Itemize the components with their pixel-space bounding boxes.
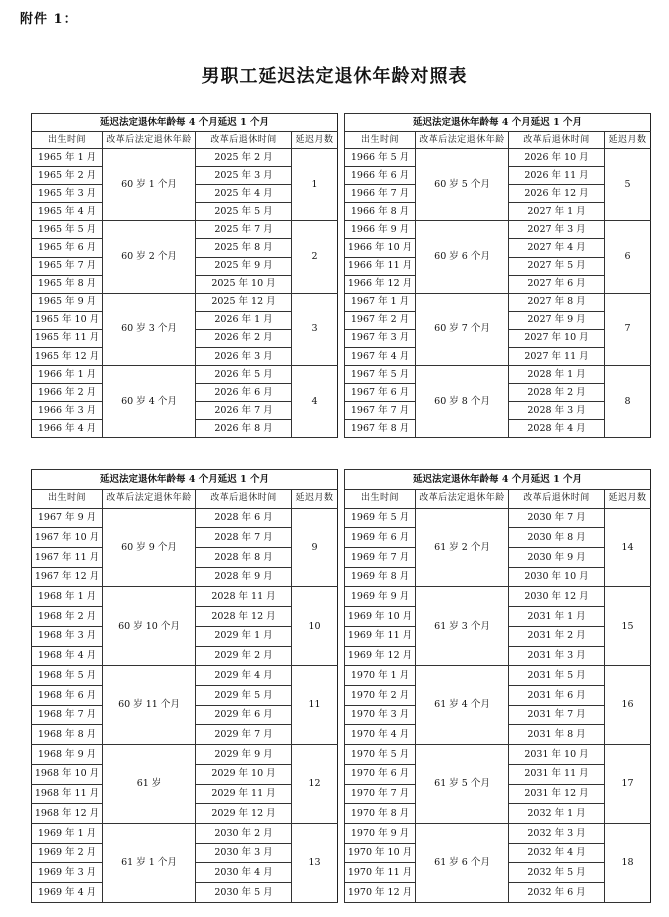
retire-col-header: 改革后退休时间: [196, 132, 292, 149]
table-gap: [338, 470, 345, 490]
retirement-date-cell: 2031 年 2 月: [509, 626, 605, 646]
delay-months-cell: 3: [292, 293, 338, 365]
birth-date-cell: 1969 年 2 月: [32, 843, 103, 863]
retirement-date-cell: 2026 年 8 月: [196, 419, 292, 437]
birth-date-cell: 1969 年 12 月: [345, 646, 416, 666]
retirement-date-cell: 2028 年 2 月: [509, 383, 605, 401]
birth-date-cell: 1966 年 7 月: [345, 185, 416, 203]
table-gap: [338, 528, 345, 548]
table-gap: [338, 685, 345, 705]
birth-date-cell: 1967 年 1 月: [345, 293, 416, 311]
retirement-age-cell: 61 岁 2 个月: [416, 508, 509, 587]
birth-date-cell: 1967 年 11 月: [32, 547, 103, 567]
birth-date-cell: 1965 年 7 月: [32, 257, 103, 275]
table-gap: [338, 626, 345, 646]
retirement-date-cell: 2027 年 1 月: [509, 203, 605, 221]
birth-date-cell: 1969 年 3 月: [32, 863, 103, 883]
birth-date-cell: 1968 年 12 月: [32, 804, 103, 824]
retirement-date-cell: 2027 年 3 月: [509, 221, 605, 239]
birth-date-cell: 1965 年 1 月: [32, 149, 103, 167]
retirement-date-cell: 2030 年 5 月: [196, 883, 292, 903]
birth-date-cell: 1968 年 11 月: [32, 784, 103, 804]
table-gap: [338, 347, 345, 365]
delay-months-cell: 15: [605, 587, 651, 666]
retirement-date-cell: 2028 年 4 月: [509, 419, 605, 437]
birth-date-cell: 1966 年 11 月: [345, 257, 416, 275]
retirement-date-cell: 2025 年 4 月: [196, 185, 292, 203]
birth-date-cell: 1968 年 6 月: [32, 685, 103, 705]
birth-date-cell: 1966 年 8 月: [345, 203, 416, 221]
birth-date-cell: 1965 年 8 月: [32, 275, 103, 293]
retirement-date-cell: 2025 年 10 月: [196, 275, 292, 293]
delay-months-cell: 14: [605, 508, 651, 587]
delay-months-cell: 12: [292, 745, 338, 824]
birth-date-cell: 1967 年 3 月: [345, 329, 416, 347]
delay-months-cell: 10: [292, 587, 338, 666]
retirement-date-cell: 2032 年 1 月: [509, 804, 605, 824]
delay-months-cell: 7: [605, 293, 651, 365]
retirement-date-cell: 2027 年 4 月: [509, 239, 605, 257]
birth-date-cell: 1970 年 3 月: [345, 705, 416, 725]
retirement-date-cell: 2026 年 6 月: [196, 383, 292, 401]
birth-date-cell: 1968 年 9 月: [32, 745, 103, 765]
retirement-age-cell: 60 岁 2 个月: [103, 221, 196, 293]
retirement-date-cell: 2029 年 9 月: [196, 745, 292, 765]
table-gap: [338, 132, 345, 149]
retirement-date-cell: 2027 年 10 月: [509, 329, 605, 347]
age-col-header: 改革后法定退休年龄: [416, 489, 509, 508]
birth-date-cell: 1966 年 9 月: [345, 221, 416, 239]
birth-date-cell: 1969 年 6 月: [345, 528, 416, 548]
birth-date-cell: 1970 年 10 月: [345, 843, 416, 863]
birth-date-cell: 1970 年 11 月: [345, 863, 416, 883]
delay-months-cell: 17: [605, 745, 651, 824]
retirement-date-cell: 2030 年 2 月: [196, 824, 292, 844]
table-row: [32, 587, 651, 607]
retirement-date-cell: 2026 年 3 月: [196, 347, 292, 365]
birth-date-cell: 1970 年 1 月: [345, 666, 416, 686]
birth-date-cell: 1968 年 1 月: [32, 587, 103, 607]
section-header-left: 延迟法定退休年龄每 4 个月延迟 1 个月: [32, 470, 338, 490]
table-gap: [338, 863, 345, 883]
retirement-date-cell: 2025 年 9 月: [196, 257, 292, 275]
birth-col-header: 出生时间: [345, 489, 416, 508]
retirement-date-cell: 2026 年 10 月: [509, 149, 605, 167]
table-gap: [338, 824, 345, 844]
retirement-date-cell: 2031 年 3 月: [509, 646, 605, 666]
retirement-date-cell: 2025 年 3 月: [196, 167, 292, 185]
retirement-date-cell: 2032 年 5 月: [509, 863, 605, 883]
retire-col-header: 改革后退休时间: [509, 489, 605, 508]
birth-date-cell: 1968 年 3 月: [32, 626, 103, 646]
retirement-age-cell: 60 岁 5 个月: [416, 149, 509, 221]
table-gap: [338, 883, 345, 903]
table-gap: [338, 419, 345, 437]
section-header-row: [32, 114, 651, 132]
birth-date-cell: 1970 年 9 月: [345, 824, 416, 844]
delay-months-cell: 11: [292, 666, 338, 745]
retirement-table-1: [31, 113, 651, 438]
birth-date-cell: 1967 年 8 月: [345, 419, 416, 437]
birth-date-cell: 1970 年 2 月: [345, 685, 416, 705]
delay-months-cell: 8: [605, 365, 651, 437]
birth-date-cell: 1966 年 3 月: [32, 401, 103, 419]
retirement-date-cell: 2030 年 8 月: [509, 528, 605, 548]
table-gap: [338, 547, 345, 567]
retirement-date-cell: 2030 年 3 月: [196, 843, 292, 863]
retirement-date-cell: 2031 年 7 月: [509, 705, 605, 725]
birth-date-cell: 1969 年 1 月: [32, 824, 103, 844]
delay-months-cell: 6: [605, 221, 651, 293]
retirement-age-cell: 60 岁 10 个月: [103, 587, 196, 666]
table-gap: [338, 114, 345, 132]
retirement-date-cell: 2031 年 6 月: [509, 685, 605, 705]
birth-date-cell: 1969 年 9 月: [345, 587, 416, 607]
delay-col-header: 延迟月数: [605, 132, 651, 149]
section-header-left: 延迟法定退休年龄每 4 个月延迟 1 个月: [32, 114, 338, 132]
retirement-age-cell: 61 岁 1 个月: [103, 824, 196, 903]
delay-months-cell: 5: [605, 149, 651, 221]
retirement-date-cell: 2027 年 11 月: [509, 347, 605, 365]
birth-date-cell: 1968 年 10 月: [32, 764, 103, 784]
retirement-date-cell: 2028 年 11 月: [196, 587, 292, 607]
birth-date-cell: 1969 年 8 月: [345, 567, 416, 587]
retirement-date-cell: 2027 年 6 月: [509, 275, 605, 293]
table-gap: [338, 607, 345, 627]
table-row: [32, 293, 651, 311]
page-title: 男职工延迟法定退休年龄对照表: [201, 66, 468, 87]
retirement-date-cell: 2032 年 4 月: [509, 843, 605, 863]
retirement-age-cell: 60 岁 9 个月: [103, 508, 196, 587]
table-gap: [338, 185, 345, 203]
retirement-date-cell: 2031 年 8 月: [509, 725, 605, 745]
retirement-date-cell: 2029 年 4 月: [196, 666, 292, 686]
retirement-age-cell: 61 岁 5 个月: [416, 745, 509, 824]
birth-date-cell: 1965 年 12 月: [32, 347, 103, 365]
retirement-date-cell: 2030 年 12 月: [509, 587, 605, 607]
section-header-right: 延迟法定退休年龄每 4 个月延迟 1 个月: [345, 470, 651, 490]
retirement-date-cell: 2029 年 7 月: [196, 725, 292, 745]
retirement-date-cell: 2032 年 3 月: [509, 824, 605, 844]
birth-date-cell: 1968 年 7 月: [32, 705, 103, 725]
retirement-age-cell: 61 岁: [103, 745, 196, 824]
retirement-date-cell: 2025 年 7 月: [196, 221, 292, 239]
retirement-date-cell: 2026 年 5 月: [196, 365, 292, 383]
table-gap: [338, 666, 345, 686]
birth-date-cell: 1969 年 5 月: [345, 508, 416, 528]
birth-date-cell: 1967 年 6 月: [345, 383, 416, 401]
birth-date-cell: 1967 年 4 月: [345, 347, 416, 365]
retirement-date-cell: 2027 年 8 月: [509, 293, 605, 311]
table-row: [32, 824, 651, 844]
retirement-date-cell: 2026 年 1 月: [196, 311, 292, 329]
birth-col-header: 出生时间: [32, 132, 103, 149]
retirement-date-cell: 2031 年 10 月: [509, 745, 605, 765]
birth-date-cell: 1969 年 11 月: [345, 626, 416, 646]
retirement-age-cell: 61 岁 3 个月: [416, 587, 509, 666]
retirement-date-cell: 2025 年 8 月: [196, 239, 292, 257]
delay-months-cell: 16: [605, 666, 651, 745]
retirement-date-cell: 2029 年 2 月: [196, 646, 292, 666]
birth-date-cell: 1967 年 7 月: [345, 401, 416, 419]
birth-date-cell: 1965 年 11 月: [32, 329, 103, 347]
retirement-date-cell: 2031 年 1 月: [509, 607, 605, 627]
birth-col-header: 出生时间: [32, 489, 103, 508]
birth-date-cell: 1965 年 9 月: [32, 293, 103, 311]
table-gap: [338, 311, 345, 329]
birth-date-cell: 1970 年 5 月: [345, 745, 416, 765]
retirement-date-cell: 2028 年 3 月: [509, 401, 605, 419]
retirement-date-cell: 2026 年 2 月: [196, 329, 292, 347]
retirement-age-cell: 60 岁 6 个月: [416, 221, 509, 293]
birth-date-cell: 1970 年 7 月: [345, 784, 416, 804]
birth-date-cell: 1966 年 6 月: [345, 167, 416, 185]
retirement-age-cell: 60 岁 1 个月: [103, 149, 196, 221]
table-gap: [338, 239, 345, 257]
retirement-date-cell: 2028 年 9 月: [196, 567, 292, 587]
retirement-date-cell: 2030 年 7 月: [509, 508, 605, 528]
birth-date-cell: 1965 年 2 月: [32, 167, 103, 185]
delay-col-header: 延迟月数: [292, 489, 338, 508]
table-row: [32, 508, 651, 528]
table-row: [32, 365, 651, 383]
birth-date-cell: 1967 年 12 月: [32, 567, 103, 587]
birth-date-cell: 1970 年 6 月: [345, 764, 416, 784]
birth-date-cell: 1965 年 3 月: [32, 185, 103, 203]
retirement-date-cell: 2026 年 11 月: [509, 167, 605, 185]
age-col-header: 改革后法定退休年龄: [103, 489, 196, 508]
retire-col-header: 改革后退休时间: [196, 489, 292, 508]
table-gap: [338, 293, 345, 311]
birth-date-cell: 1967 年 2 月: [345, 311, 416, 329]
retirement-date-cell: 2028 年 12 月: [196, 607, 292, 627]
table-gap: [338, 149, 345, 167]
birth-date-cell: 1965 年 4 月: [32, 203, 103, 221]
birth-date-cell: 1966 年 10 月: [345, 239, 416, 257]
table-gap: [338, 725, 345, 745]
table-gap: [338, 329, 345, 347]
delay-months-cell: 2: [292, 221, 338, 293]
table-row: [32, 221, 651, 239]
birth-date-cell: 1970 年 8 月: [345, 804, 416, 824]
birth-date-cell: 1969 年 7 月: [345, 547, 416, 567]
age-col-header: 改革后法定退休年龄: [416, 132, 509, 149]
table-gap: [338, 275, 345, 293]
retirement-date-cell: 2028 年 8 月: [196, 547, 292, 567]
table-gap: [338, 203, 345, 221]
birth-date-cell: 1970 年 4 月: [345, 725, 416, 745]
table-gap: [338, 804, 345, 824]
delay-months-cell: 9: [292, 508, 338, 587]
birth-col-header: 出生时间: [345, 132, 416, 149]
retirement-date-cell: 2029 年 1 月: [196, 626, 292, 646]
column-header-row: [32, 132, 651, 149]
birth-date-cell: 1968 年 4 月: [32, 646, 103, 666]
retirement-date-cell: 2027 年 9 月: [509, 311, 605, 329]
retire-col-header: 改革后退休时间: [509, 132, 605, 149]
birth-date-cell: 1967 年 5 月: [345, 365, 416, 383]
delay-col-header: 延迟月数: [605, 489, 651, 508]
retirement-age-cell: 61 岁 6 个月: [416, 824, 509, 903]
table-gap: [338, 764, 345, 784]
delay-months-cell: 13: [292, 824, 338, 903]
retirement-date-cell: 2025 年 2 月: [196, 149, 292, 167]
table-row: [32, 745, 651, 765]
retirement-date-cell: 2026 年 12 月: [509, 185, 605, 203]
retirement-date-cell: 2027 年 5 月: [509, 257, 605, 275]
birth-date-cell: 1965 年 6 月: [32, 239, 103, 257]
retirement-date-cell: 2031 年 12 月: [509, 784, 605, 804]
retirement-date-cell: 2030 年 9 月: [509, 547, 605, 567]
retirement-date-cell: 2026 年 7 月: [196, 401, 292, 419]
retirement-date-cell: 2030 年 4 月: [196, 863, 292, 883]
retirement-age-cell: 60 岁 7 个月: [416, 293, 509, 365]
retirement-date-cell: 2029 年 12 月: [196, 804, 292, 824]
retirement-date-cell: 2029 年 11 月: [196, 784, 292, 804]
retirement-date-cell: 2028 年 7 月: [196, 528, 292, 548]
retirement-age-cell: 60 岁 3 个月: [103, 293, 196, 365]
birth-date-cell: 1965 年 10 月: [32, 311, 103, 329]
section-header-row: [32, 470, 651, 490]
retirement-age-cell: 60 岁 11 个月: [103, 666, 196, 745]
birth-date-cell: 1967 年 10 月: [32, 528, 103, 548]
attachment-label: 附件 1：: [20, 12, 78, 27]
birth-date-cell: 1968 年 8 月: [32, 725, 103, 745]
delay-months-cell: 1: [292, 149, 338, 221]
retirement-date-cell: 2028 年 1 月: [509, 365, 605, 383]
table-gap: [338, 167, 345, 185]
table-gap: [338, 401, 345, 419]
table-gap: [338, 646, 345, 666]
table-gap: [338, 705, 345, 725]
birth-date-cell: 1966 年 2 月: [32, 383, 103, 401]
section-header-right: 延迟法定退休年龄每 4 个月延迟 1 个月: [345, 114, 651, 132]
table-row: [32, 666, 651, 686]
table-gap: [338, 489, 345, 508]
table-gap: [338, 508, 345, 528]
retirement-age-cell: 60 岁 8 个月: [416, 365, 509, 437]
retirement-date-cell: 2030 年 10 月: [509, 567, 605, 587]
retirement-date-cell: 2028 年 6 月: [196, 508, 292, 528]
retirement-date-cell: 2029 年 10 月: [196, 764, 292, 784]
retirement-date-cell: 2029 年 6 月: [196, 705, 292, 725]
birth-date-cell: 1966 年 1 月: [32, 365, 103, 383]
table-gap: [338, 257, 345, 275]
retirement-date-cell: 2031 年 5 月: [509, 666, 605, 686]
table-gap: [338, 745, 345, 765]
age-col-header: 改革后法定退休年龄: [103, 132, 196, 149]
retirement-age-cell: 61 岁 4 个月: [416, 666, 509, 745]
table-gap: [338, 567, 345, 587]
retirement-date-cell: 2029 年 5 月: [196, 685, 292, 705]
table-gap: [338, 784, 345, 804]
retirement-date-cell: 2031 年 11 月: [509, 764, 605, 784]
delay-months-cell: 18: [605, 824, 651, 903]
birth-date-cell: 1969 年 10 月: [345, 607, 416, 627]
table-row: [32, 149, 651, 167]
birth-date-cell: 1966 年 5 月: [345, 149, 416, 167]
table-gap: [338, 221, 345, 239]
retirement-date-cell: 2025 年 12 月: [196, 293, 292, 311]
birth-date-cell: 1966 年 4 月: [32, 419, 103, 437]
birth-date-cell: 1965 年 5 月: [32, 221, 103, 239]
birth-date-cell: 1968 年 5 月: [32, 666, 103, 686]
birth-date-cell: 1967 年 9 月: [32, 508, 103, 528]
column-header-row: [32, 489, 651, 508]
retirement-date-cell: 2025 年 5 月: [196, 203, 292, 221]
retirement-age-cell: 60 岁 4 个月: [103, 365, 196, 437]
birth-date-cell: 1966 年 12 月: [345, 275, 416, 293]
birth-date-cell: 1968 年 2 月: [32, 607, 103, 627]
retirement-date-cell: 2032 年 6 月: [509, 883, 605, 903]
delay-months-cell: 4: [292, 365, 338, 437]
table-gap: [338, 383, 345, 401]
table-gap: [338, 843, 345, 863]
birth-date-cell: 1969 年 4 月: [32, 883, 103, 903]
table-gap: [338, 587, 345, 607]
birth-date-cell: 1970 年 12 月: [345, 883, 416, 903]
table-gap: [338, 365, 345, 383]
delay-col-header: 延迟月数: [292, 132, 338, 149]
retirement-table-2: [31, 469, 651, 903]
